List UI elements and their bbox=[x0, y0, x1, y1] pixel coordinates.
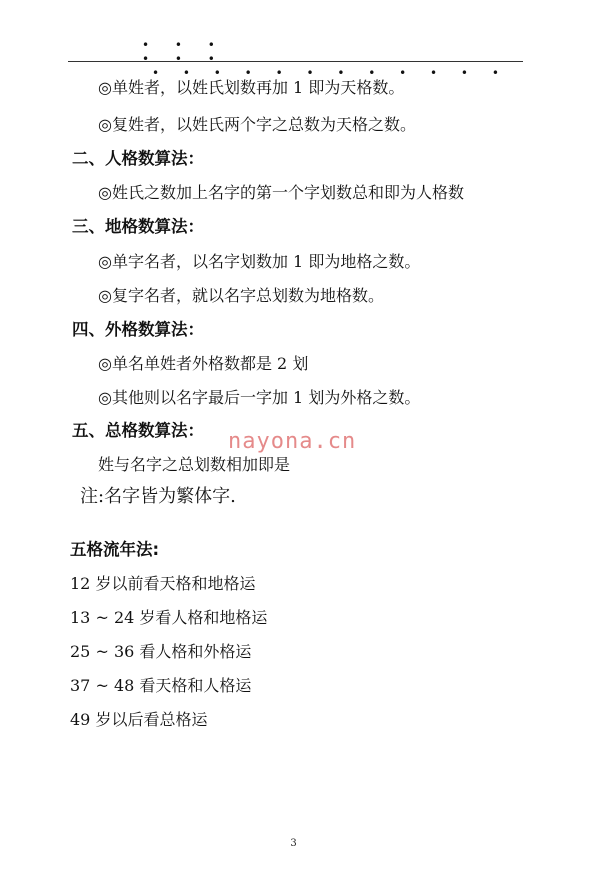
zong-rule: 姓与名字之总划数相加即是 bbox=[98, 455, 291, 474]
di-rule-single: ◎单字名者，以名字划数加 1 即为地格之数。 bbox=[98, 252, 421, 271]
flow-year-item: 25 ~ 36 看人格和外格运 bbox=[70, 642, 252, 661]
di-rule-compound: ◎复字名者，就以名字总划数为地格数。 bbox=[98, 286, 384, 305]
header-dots-right: • • • • • • • • • • • • bbox=[152, 66, 509, 80]
header-dots bbox=[142, 38, 605, 80]
flow-year-item: 13 ~ 24 岁看人格和地格运 bbox=[70, 608, 268, 627]
wai-rule-other: ◎其他则以名字最后一字加 1 划为外格之数。 bbox=[98, 388, 421, 407]
header-dots-left: • • • • • • bbox=[142, 38, 226, 66]
flow-year-item: 37 ~ 48 看天格和人格运 bbox=[70, 676, 252, 695]
page-number: 3 bbox=[290, 838, 297, 849]
di-heading: 三、地格数算法： bbox=[72, 217, 204, 236]
ren-heading: 二、人格数算法： bbox=[72, 149, 204, 168]
zong-heading: 五、总格数算法： bbox=[72, 421, 204, 440]
flow-year-item: 12 岁以前看天格和地格运 bbox=[70, 574, 256, 593]
tian-rule-single: ◎单姓者，以姓氏划数再加 1 即为天格数。 bbox=[98, 78, 405, 97]
wai-heading: 四、外格数算法： bbox=[72, 320, 204, 339]
note: 注:名字皆为繁体字. bbox=[80, 486, 236, 507]
flow-year-heading: 五格流年法: bbox=[70, 540, 160, 559]
flow-year-item: 49 岁以后看总格运 bbox=[70, 710, 208, 729]
header-rule bbox=[68, 61, 523, 62]
watermark: nayona.cn bbox=[228, 429, 357, 454]
tian-rule-compound: ◎复姓者，以姓氏两个字之总数为天格之数。 bbox=[98, 115, 416, 134]
wai-rule-single: ◎单名单姓者外格数都是 2 划 bbox=[98, 354, 309, 373]
ren-rule: ◎姓氏之数加上名字的第一个字划数总和即为人格数 bbox=[98, 183, 464, 202]
